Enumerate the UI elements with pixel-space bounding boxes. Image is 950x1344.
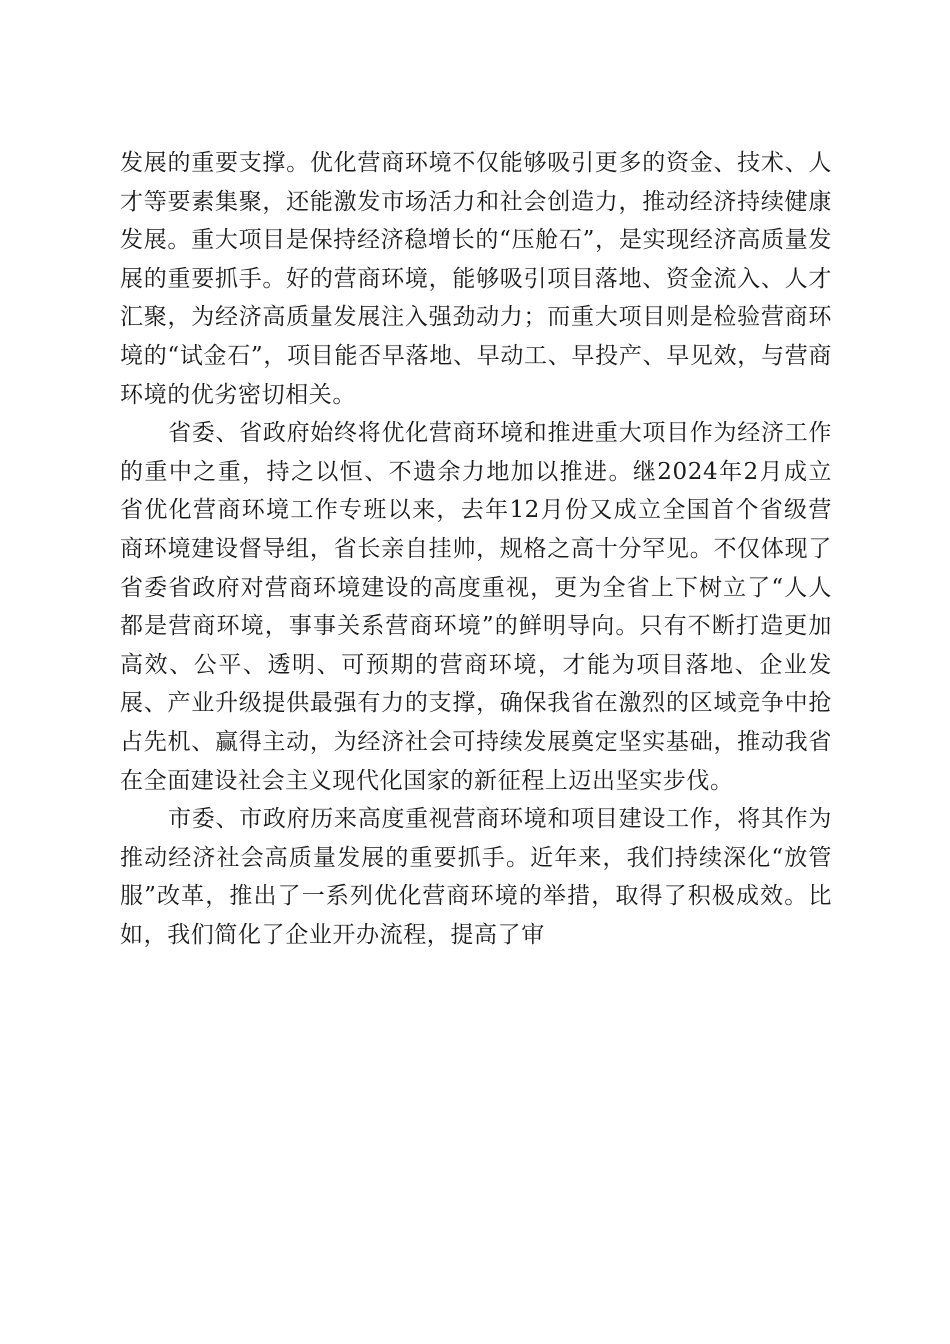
paragraph-continuation: 发展的重要支撑。优化营商环境不仅能够吸引更多的资金、技术、人才等要素集聚，还能激发市场活力和社会创造力，推动经济持续健康发展。重大项目是保持经济稳增长的“压舱石”，是实现经济高质量发展的重要抓手。好的营商环境，能够吸引项目落地、资金流入、人才汇聚，为经济高质量发展注入强劲动力；而重大项目则是检验营商环境的“试金石”，项目能否早落地、早动工、早投产、早见效，与营商环境的优劣密切相关。: [120, 150, 832, 408]
body-text: [120, 144, 832, 954]
paragraph-municipal: 市委、市政府历来高度重视营商环境和项目建设工作，将其作为推动经济社会高质量发展的重要抓手。近年来，我们持续深化“放管服”改革，推出了一系列优化营商环境的举措，取得了积极成效。比如，我们简化了企业开办流程，提高了审: [120, 806, 832, 948]
paragraph-provincial: 省委、省政府始终将优化营商环境和推进重大项目作为经济工作的重中之重，持之以恒、不遗余力地加以推进。继2024年2月成立省优化营商环境工作专班以来，去年12月份又成立全国首个省级营商环境建设督导组，省长亲自挂帅，规格之高十分罕见。不仅体现了省委省政府对营商环境建设的高度重视，更为全省上下树立了“人人都是营商环境，事事关系营商环境”的鲜明导向。只有不断打造更加高效、公平、透明、可预期的营商环境，才能为项目落地、企业发展、产业升级提供最强有力的支撑，确保我省在激烈的区域竞争中抢占先机、赢得主动，为经济社会可持续发展奠定坚实基础，推动我省在全面建设社会主义现代化国家的新征程上迈出坚实步伐。: [120, 420, 832, 794]
